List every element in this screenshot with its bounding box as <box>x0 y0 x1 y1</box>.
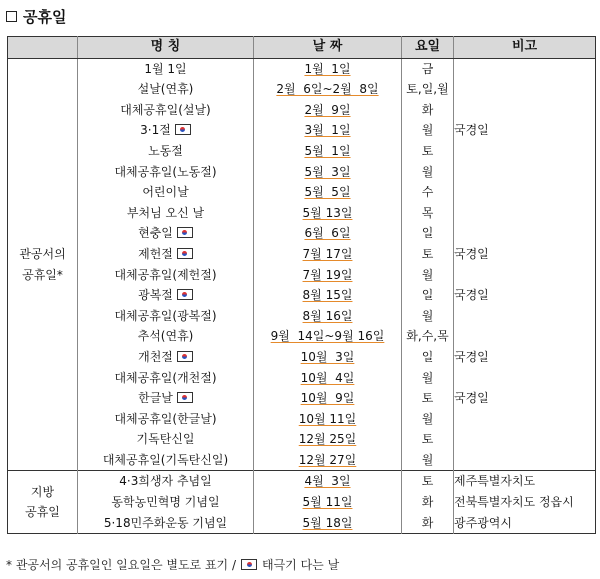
date-cell <box>254 223 402 244</box>
holiday-name: 개천절 <box>138 349 173 364</box>
table-row <box>8 513 596 534</box>
date-cell <box>254 347 402 368</box>
date-cell <box>254 265 402 286</box>
table-row <box>8 368 596 389</box>
holiday-date: 9월 14일~9월 16일 <box>270 329 385 344</box>
note-cell: 제주특별자치도 <box>454 471 596 492</box>
holiday-name: 4·3희생자 추념일 <box>119 474 212 489</box>
holiday-name-cell <box>78 162 254 183</box>
table-row <box>8 347 596 368</box>
note-cell <box>454 223 596 244</box>
weekday-cell: 월 <box>402 265 454 286</box>
holiday-name-cell <box>78 388 254 409</box>
date-cell <box>254 368 402 389</box>
note-cell <box>454 182 596 203</box>
header-date: 날 짜 <box>254 37 402 59</box>
holiday-date: 10월 9일 <box>300 391 355 406</box>
holiday-name-cell <box>78 244 254 265</box>
holiday-name: 대체공휴일(제헌절) <box>114 267 217 282</box>
table-row <box>8 409 596 430</box>
holiday-name: 부처님 오신 날 <box>126 205 205 220</box>
weekday-cell: 토 <box>402 429 454 450</box>
footnote-flag-text: 태극기 다는 날 <box>262 558 340 572</box>
date-cell <box>254 244 402 265</box>
holiday-date: 5월 13일 <box>302 205 353 220</box>
holiday-name: 현충일 <box>138 226 173 241</box>
date-cell <box>254 471 402 492</box>
section-title: 공휴일 <box>23 7 67 26</box>
note-cell <box>454 100 596 121</box>
table-row <box>8 203 596 224</box>
weekday-cell: 월 <box>402 409 454 430</box>
table-header-row <box>8 37 596 59</box>
note-cell <box>454 368 596 389</box>
holiday-name-cell <box>78 429 254 450</box>
holiday-name: 대체공휴일(한글날) <box>114 411 217 426</box>
note-cell <box>454 450 596 471</box>
holiday-name: 대체공휴일(노동절) <box>114 164 217 179</box>
note-cell <box>454 203 596 224</box>
holiday-date: 10월 11일 <box>298 411 357 426</box>
weekday-cell: 화 <box>402 513 454 534</box>
weekday-cell: 토 <box>402 388 454 409</box>
weekday-cell: 토 <box>402 141 454 162</box>
table-row <box>8 244 596 265</box>
date-cell <box>254 182 402 203</box>
weekday-cell: 금 <box>402 58 454 79</box>
weekday-cell: 일 <box>402 285 454 306</box>
date-cell <box>254 326 402 347</box>
holiday-date: 2월 6일~2월 8일 <box>276 82 379 97</box>
holiday-date: 8월 16일 <box>302 308 353 323</box>
date-cell <box>254 492 402 513</box>
holiday-name-cell <box>78 100 254 121</box>
holiday-name: 추석(연휴) <box>137 329 194 344</box>
category-cell: 지방 공휴일 <box>8 471 78 534</box>
holiday-name-cell <box>78 450 254 471</box>
taegukgi-flag-icon <box>241 559 257 570</box>
holiday-date: 10월 3일 <box>300 349 355 364</box>
table-row <box>8 182 596 203</box>
holiday-date: 6월 6일 <box>304 226 351 241</box>
taegukgi-flag-icon <box>177 289 193 300</box>
weekday-cell: 일 <box>402 223 454 244</box>
header-blank <box>8 37 78 59</box>
date-cell <box>254 120 402 141</box>
taegukgi-flag-icon <box>177 392 193 403</box>
holiday-name: 1월 1일 <box>144 61 187 76</box>
weekday-cell: 화 <box>402 492 454 513</box>
holiday-name: 설날(연휴) <box>137 82 194 97</box>
holiday-name-cell <box>78 347 254 368</box>
table-row <box>8 162 596 183</box>
weekday-cell: 토,일,월 <box>402 79 454 100</box>
note-cell: 국경일 <box>454 246 489 261</box>
holiday-name-cell <box>78 326 254 347</box>
holiday-name-cell <box>78 223 254 244</box>
weekday-cell: 토 <box>402 244 454 265</box>
date-cell <box>254 100 402 121</box>
holiday-name: 노동절 <box>148 143 183 158</box>
table-row <box>8 492 596 513</box>
checkbox-icon <box>6 11 17 22</box>
table-row <box>8 326 596 347</box>
holiday-name: 광복절 <box>138 288 173 303</box>
weekday-cell: 월 <box>402 368 454 389</box>
holiday-name-cell <box>78 492 254 513</box>
date-cell <box>254 141 402 162</box>
note-cell <box>454 79 596 100</box>
table-row <box>8 450 596 471</box>
holiday-name-cell <box>78 471 254 492</box>
taegukgi-flag-icon <box>177 351 193 362</box>
holiday-name: 어린이날 <box>142 185 189 200</box>
holiday-date: 3월 1일 <box>304 123 351 138</box>
note-cell: 광주광역시 <box>454 515 512 530</box>
table-row <box>8 306 596 327</box>
table-row <box>8 120 596 141</box>
holiday-name-cell <box>78 203 254 224</box>
holiday-date: 10월 4일 <box>300 370 355 385</box>
holiday-name: 동학농민혁명 기념일 <box>111 495 220 510</box>
holiday-name-cell <box>78 409 254 430</box>
holiday-date: 5월 5일 <box>304 185 351 200</box>
holiday-name-cell <box>78 306 254 327</box>
holiday-date: 4월 3일 <box>304 474 351 489</box>
table-row <box>8 223 596 244</box>
holiday-name: 3·1절 <box>140 123 171 138</box>
footnote <box>6 556 339 573</box>
holiday-table <box>7 36 596 534</box>
note-cell <box>454 409 596 430</box>
holiday-name-cell <box>78 285 254 306</box>
note-cell <box>454 429 596 450</box>
table-row <box>8 388 596 409</box>
holiday-date: 2월 9일 <box>304 102 351 117</box>
holiday-name: 대체공휴일(설날) <box>120 102 211 117</box>
date-cell <box>254 162 402 183</box>
note-cell: 국경일 <box>454 349 489 364</box>
holiday-name: 한글날 <box>138 391 173 406</box>
taegukgi-flag-icon <box>177 227 193 238</box>
note-cell: 국경일 <box>454 288 489 303</box>
holiday-name-cell <box>78 141 254 162</box>
date-cell <box>254 203 402 224</box>
holiday-date: 5월 3일 <box>304 164 351 179</box>
holiday-name: 대체공휴일(기독탄신일) <box>102 452 229 467</box>
holiday-name: 기독탄신일 <box>136 432 195 447</box>
holiday-name-cell <box>78 58 254 79</box>
note-cell <box>454 162 596 183</box>
table-row <box>8 429 596 450</box>
table-row <box>8 471 596 492</box>
date-cell <box>254 513 402 534</box>
table-row <box>8 100 596 121</box>
note-cell: 국경일 <box>454 123 489 138</box>
header-name: 명 칭 <box>78 37 254 59</box>
holiday-date: 7월 17일 <box>302 246 353 261</box>
holiday-date: 5월 11일 <box>302 495 353 510</box>
note-cell: 국경일 <box>454 391 489 406</box>
holiday-date: 7월 19일 <box>302 267 353 282</box>
note-cell <box>454 326 596 347</box>
date-cell <box>254 285 402 306</box>
holiday-name-cell <box>78 79 254 100</box>
table-row <box>8 285 596 306</box>
weekday-cell: 화,수,목 <box>402 326 454 347</box>
weekday-cell: 월 <box>402 162 454 183</box>
footnote-text: * 관공서의 공휴일인 일요일은 별도로 표기 / <box>6 558 236 572</box>
weekday-cell: 화 <box>402 100 454 121</box>
holiday-name: 대체공휴일(광복절) <box>114 308 217 323</box>
table-row <box>8 141 596 162</box>
holiday-name-cell <box>78 265 254 286</box>
date-cell <box>254 58 402 79</box>
note-cell <box>454 306 596 327</box>
weekday-cell: 수 <box>402 182 454 203</box>
holiday-name-cell <box>78 182 254 203</box>
table-row <box>8 265 596 286</box>
date-cell <box>254 450 402 471</box>
header-note: 비고 <box>454 37 596 59</box>
date-cell <box>254 79 402 100</box>
date-cell <box>254 429 402 450</box>
holiday-name: 대체공휴일(개천절) <box>114 370 217 385</box>
taegukgi-flag-icon <box>175 124 191 135</box>
weekday-cell: 목 <box>402 203 454 224</box>
holiday-name-cell <box>78 120 254 141</box>
section-heading <box>6 5 66 27</box>
holiday-date: 12월 27일 <box>298 452 357 467</box>
holiday-date: 12월 25일 <box>298 432 357 447</box>
holiday-date: 8월 15일 <box>302 288 353 303</box>
weekday-cell: 월 <box>402 120 454 141</box>
date-cell <box>254 388 402 409</box>
header-day: 요일 <box>402 37 454 59</box>
note-cell <box>454 265 596 286</box>
note-cell: 전북특별자치도 정읍시 <box>454 495 574 510</box>
table-row <box>8 79 596 100</box>
note-cell <box>454 58 596 79</box>
note-cell <box>454 141 596 162</box>
weekday-cell: 토 <box>402 471 454 492</box>
holiday-date: 1월 1일 <box>304 61 351 76</box>
date-cell <box>254 409 402 430</box>
category-cell: 관공서의 공휴일* <box>8 58 78 471</box>
weekday-cell: 일 <box>402 347 454 368</box>
holiday-date: 5월 1일 <box>304 143 351 158</box>
holiday-name: 5·18민주화운동 기념일 <box>103 515 228 530</box>
date-cell <box>254 306 402 327</box>
holiday-name-cell <box>78 368 254 389</box>
weekday-cell: 월 <box>402 450 454 471</box>
table-row <box>8 58 596 79</box>
taegukgi-flag-icon <box>177 248 193 259</box>
holiday-name: 제헌절 <box>138 246 173 261</box>
weekday-cell: 월 <box>402 306 454 327</box>
holiday-date: 5월 18일 <box>302 515 353 530</box>
holiday-name-cell <box>78 513 254 534</box>
